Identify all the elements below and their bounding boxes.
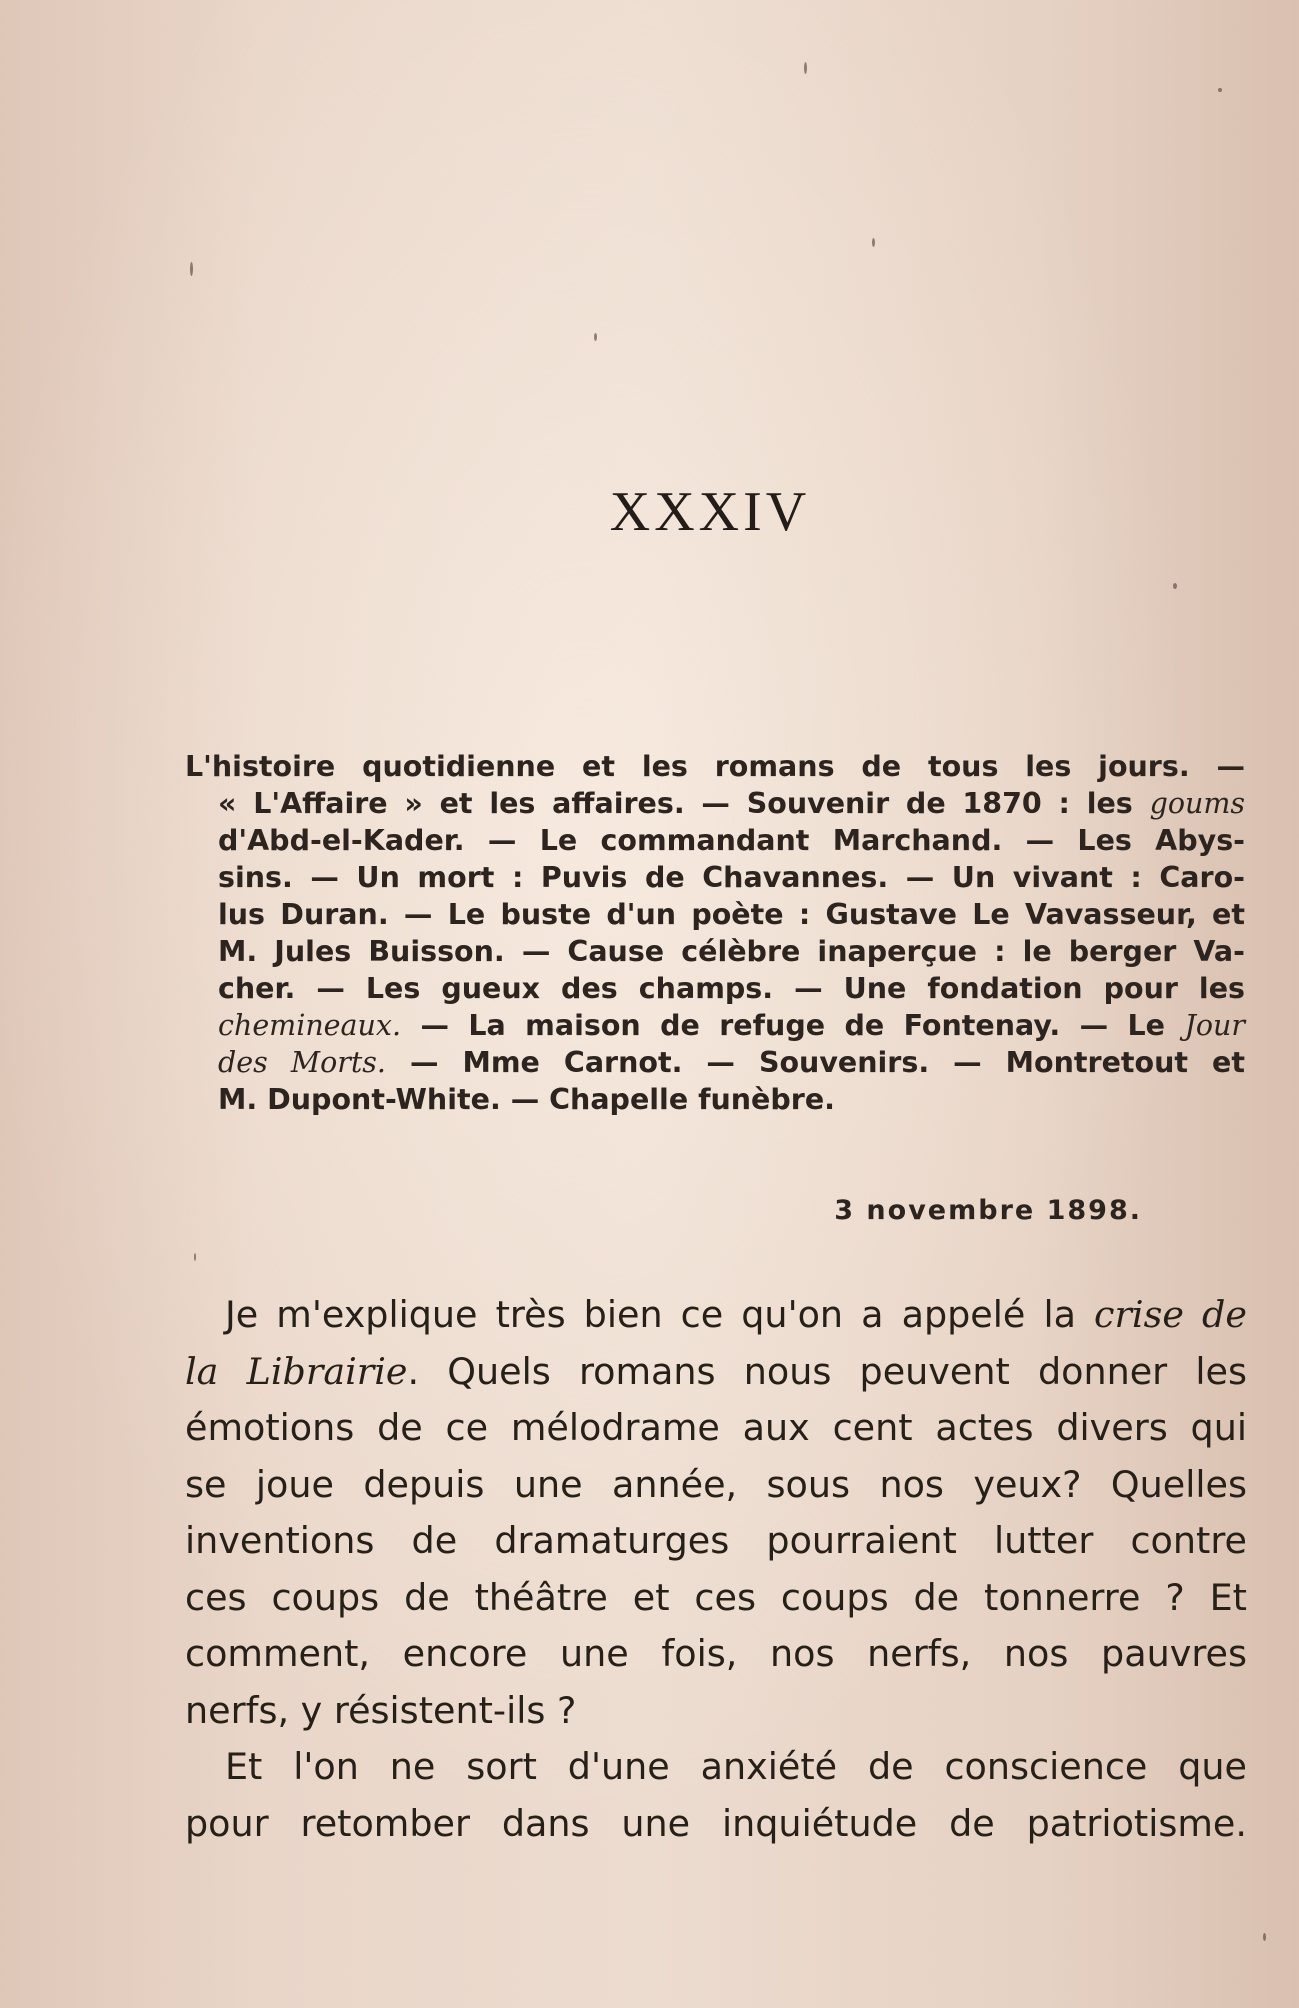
body-line: nerfs, y résistent-ils ? [185,1688,577,1732]
body-line: la Librairie. Quels romans nous peuvent donner les [185,1349,1247,1393]
body-line: ces coups de théâtre et ces coups de tonnerre ? Et [185,1575,1247,1619]
paper-speck [1263,1933,1266,1941]
summary-line: M. Dupont-White. — Chapelle funèbre. [218,1083,835,1116]
summary-line: cher. — Les gueux des champs. — Une fondation pour les [218,972,1245,1005]
body-italic: la Librairie [185,1349,408,1393]
body-line: émotions de ce mélodrame aux cent actes divers qui [185,1406,1247,1449]
summary-line: « L'Affaire » et les affaires. — Souvenir de 1870 : les goums [218,787,1245,820]
body-text [185,1287,1247,1852]
summary-line: lus Duran. — Le buste d'un poète : Gustave Le Vavasseur, et [218,898,1245,931]
summary-line: L'histoire quotidienne et les romans de tous les jours. — [185,750,1245,783]
summary-italic: goums [1149,787,1245,820]
summary-italic: Jour [1184,1009,1245,1042]
summary-line: d'Abd-el-Kader. — Le commandant Marchand. — Les Abys- [218,824,1245,857]
body-line: pour retomber dans une inquiétude de patriotisme. [185,1801,1247,1845]
chapter-summary [185,748,1245,1118]
summary-line: chemineaux. — La maison de refuge de Fontenay. — Le Jour [218,1009,1245,1042]
paper-speck [1173,583,1177,589]
body-line: comment, encore une fois, nos nerfs, nos pauvres [185,1632,1247,1675]
paper-speck [1218,88,1222,92]
paper-speck [594,333,597,341]
body-line: inventions de dramaturges pourraient lutter contre [185,1519,1247,1562]
paper-speck [872,238,875,247]
summary-italic: des Morts. [218,1046,386,1079]
paper-speck [190,262,193,276]
body-italic: crise de [1094,1293,1247,1336]
paper-speck [804,62,807,74]
body-line: se joue depuis une année, sous nos yeux? Quelles [185,1462,1247,1506]
chapter-number: XXXIV [609,481,811,543]
body-line: Et l'on ne sort d'une anxiété de conscience que [225,1745,1247,1788]
summary-line: M. Jules Buisson. — Cause célèbre inaperçue : le berger Va- [218,935,1245,968]
body-line: Je m'explique très bien ce qu'on a appelé la crise de [225,1293,1247,1336]
summary-line: sins. — Un mort : Puvis de Chavannes. — Un vivant : Caro- [218,861,1245,894]
paper-speck [194,1253,196,1261]
summary-italic: chemineaux. [218,1009,402,1042]
entry-date: 3 novembre 1898. [834,1195,1142,1226]
summary-line: des Morts. — Mme Carnot. — Souvenirs. — Montretout et [218,1046,1245,1079]
